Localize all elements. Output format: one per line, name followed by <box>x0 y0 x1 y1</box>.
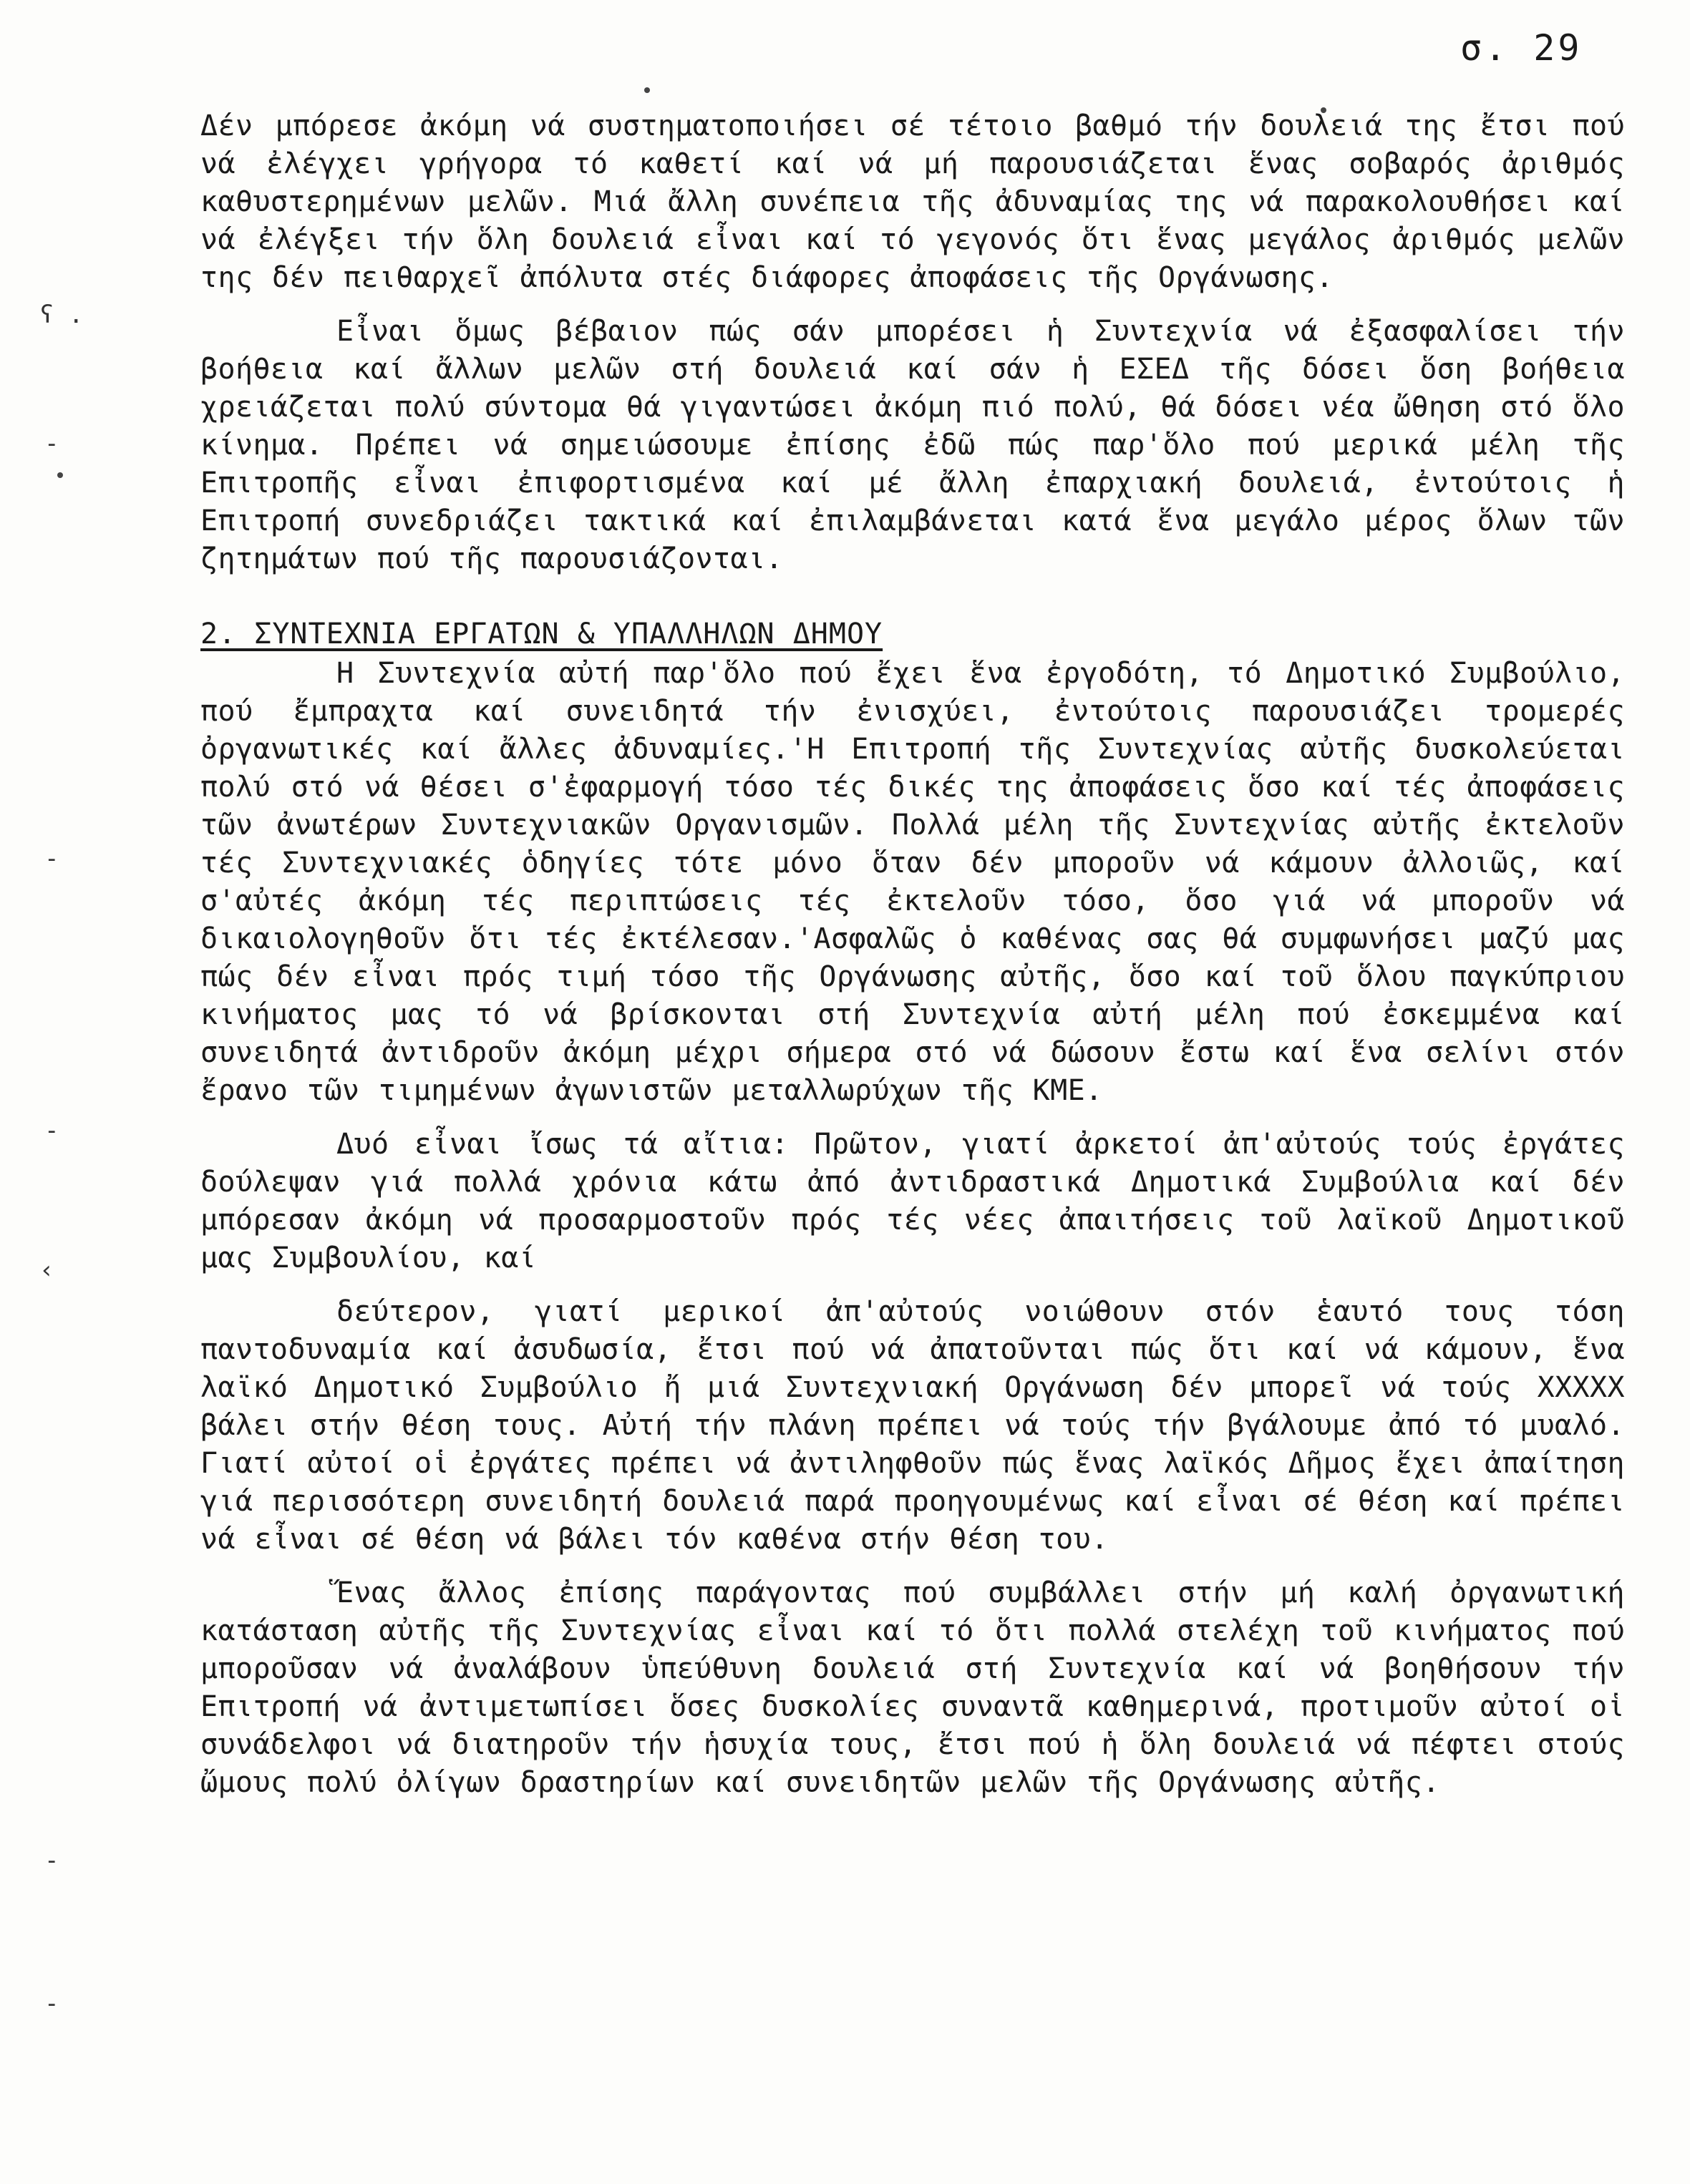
body-text <box>200 107 1625 1818</box>
margin-speck <box>644 87 650 93</box>
margin-mark: - <box>44 844 59 873</box>
paragraph: Εἶναι ὅμως βέβαιον πώς σάν μπορέσει ἡ Συντεχνία νά ἐξασφαλίσει τήν βοήθεια καί ἄλλων μελῶν στή δουλειά καί σάν ἡ ΕΣΕΔ τῆς δόσει ὅση βοήθεια χρειάζεται πολύ σύντομα θά γιγαντώσει ἀκόμη πιό πολύ, θά δόσει νέα ὤθηση στό ὅλο κίνημα. Πρέπει νά σημειώσουμε ἐπίσης ἐδῶ πώς παρ'ὅλο πού μερικά μέλη τῆς Επιτροπῆς εἶναι ἐπιφορτισμένα καί μέ ἄλλη ἐπαρχιακή δουλειά, ἐντούτοις ἡ Επιτροπή συνεδριάζει τακτικά καί ἐπιλαμβάνεται κατά ἕνα μεγάλο μέρος ὅλων τῶν ζητημάτων πού τῆς παρουσιάζονται. <box>200 315 1625 575</box>
page-number: σ. 29 <box>1460 27 1583 69</box>
margin-mark: ʕ . <box>39 301 84 329</box>
paragraph: Δέν μπόρεσε ἀκόμη νά συστηματοποιήσει σέ τέτοιο βαθμό τήν δουλειά της ἔτσι πού νά ἐλέγχει γρήγορα τό καθετί καί νά μή παρουσιάζεται ἕνας σοβαρός ἀριθμός καθυστερημένων μελῶν. Μιά ἄλλη συνέπεια τῆς ἀδυναμίας της νά παρακολουθήσει καί νά ἐλέγξει τήν ὅλη δουλειά εἶναι καί τό γεγονός ὅτι ἕνας μεγάλος ἀριθμός μελῶν της δέν πειθαρχεῖ ἀπόλυτα στές διάφορες ἀποφάσεις τῆς Οργάνωσης. <box>200 109 1625 294</box>
paragraph: Η Συντεχνία αὐτή παρ'ὅλο πού ἔχει ἕνα ἐργοδότη, τό Δημοτικό Συμβούλιο, πού ἔμπραχτα καί συνειδητά τήν ἐνισχύει, ἐντούτοις παρουσιάζει τρομερές ὀργανωτικές καί ἄλλες ἀδυναμίες.'Η Επιτροπή τῆς Συντεχνίας αὐτῆς δυσκολεύεται πολύ στό νά θέσει σ'ἐφαρμογή τόσο τές δικές της ἀποφάσεις ὅσο καί τές ἀποφάσεις τῶν ἀνωτέρων Συντεχνιακῶν Οργανισμῶν. Πολλά μέλη τῆς Συντεχνίας αὐτῆς ἐκτελοῦν τές Συντεχνιακές ὁδηγίες τότε μόνο ὅταν δέν μποροῦν νά κάμουν ἀλλοιῶς, καί σ'αὐτές ἀκόμη τές περιπτώσεις τές ἐκτελοῦν τόσο, ὅσο γιά νά μποροῦν νά δικαιολογηθοῦν ὅτι τές ἐκτέλεσαν.'Ασφαλῶς ὁ καθένας σας θά συμφωνήσει μαζύ μας πώς δέν εἶναι πρός τιμή τόσο τῆς Οργάνωσης αὐτῆς, ὅσο καί τοῦ ὅλου παγκύπριου κινήματος μας τό νά βρίσκονται στή Συντεχνία αὐτή μέλη πού ἐσκεμμένα καί συνειδητά ἀντιδροῦν ἀκόμη μέχρι σήμερα στό νά δώσουν ἔστω καί ἕνα σελίνι στόν ἔρανο τῶν τιμημένων ἀγωνιστῶν μεταλλωρύχων τῆς ΚΜΕ. <box>200 657 1625 1107</box>
section-heading: 2. ΣΥΝΤΕΧΝΙΑ ΕΡΓΑΤΩΝ & ΥΠΑΛΛΗΛΩΝ ΔΗΜΟΥ <box>200 618 883 650</box>
margin-mark: - <box>44 1116 59 1145</box>
margin-mark: - <box>44 429 59 458</box>
margin-mark: - <box>44 1989 59 2018</box>
paragraph: δεύτερον, γιατί μερικοί ἀπ'αὐτούς νοιώθουν στόν ἑαυτό τους τόση παντοδυναμία καί ἀσυδωσία, ἔτσι πού νά ἀπατοῦνται πώς ὅτι καί νά κάμουν, ἕνα λαϊκό Δημοτικό Συμβούλιο ἤ μιά Συντεχνιακή Οργάνωση δέν μπορεῖ νά τούς ΧΧΧΧΧ βάλει στήν θέση τους. Αὐτή τήν πλάνη πρέπει νά τούς τήν βγάλουμε ἀπό τό μυαλό. Γιατί αὐτοί οἱ ἐργάτες πρέπει νά ἀντιληφθοῦν πώς ἕνας λαϊκός Δῆμος ἔχει ἀπαίτηση γιά περισσότερη συνειδητή δουλειά παρά προηγουμένως καί εἶναι σέ θέση καί πρέπει νά εἶναι σέ θέση νά βάλει τόν καθένα στήν θέση του. <box>200 1295 1625 1556</box>
paragraph: Δυό εἶναι ἴσως τά αἴτια: Πρῶτον, γιατί ἀρκετοί ἀπ'αὐτούς τούς ἐργάτες δούλεψαν γιά πολλά χρόνια κάτω ἀπό ἀντιδραστικά Δημοτικά Συμβούλια καί δέν μπόρεσαν ἀκόμη νά προσαρμοστοῦν πρός τές νέες ἀπαιτήσεις τοῦ λαϊκοῦ Δημοτικοῦ μας Συμβουλίου, καί <box>200 1128 1625 1274</box>
paragraph: Ἕνας ἄλλος ἐπίσης παράγοντας πού συμβάλλει στήν μή καλή ὀργανωτική κατάσταση αὐτῆς τῆς Συντεχνίας εἶναι καί τό ὅτι πολλά στελέχη τοῦ κινήματος πού μποροῦσαν νά ἀναλάβουν ὑπεύθυνη δουλειά στή Συντεχνία καί νά βοηθήσουν τήν Επιτροπή νά ἀντιμετωπίσει ὅσες δυσκολίες συναντᾶ καθημερινά, προτιμοῦν αὐτοί οἱ συνάδελφοι νά διατηροῦν τήν ἡσυχία τους, ἔτσι πού ἡ ὅλη δουλειά νά πέφτει στούς ὤμους πολύ ὀλίγων δραστηρίων καί συνειδητῶν μελῶν τῆς Οργάνωσης αὐτῆς. <box>200 1576 1625 1799</box>
margin-mark: - <box>44 1846 59 1875</box>
margin-speck <box>57 472 63 478</box>
margin-mark: ‹ <box>39 1256 54 1284</box>
